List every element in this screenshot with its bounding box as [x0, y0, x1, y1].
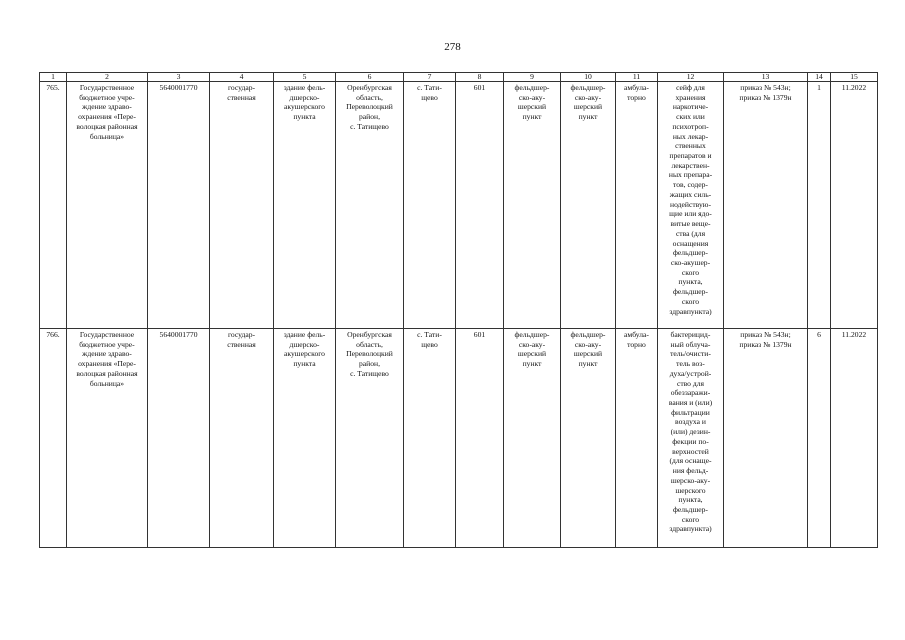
registry-table [39, 72, 878, 548]
order-reference: приказ № 543н; приказ № 1379н [724, 329, 808, 548]
table-row [40, 329, 878, 548]
quantity: 6 [808, 329, 831, 548]
page-number: 278 [444, 41, 461, 53]
column-header: 15 [831, 73, 878, 82]
column-header: 2 [67, 73, 148, 82]
column-header: 7 [404, 73, 456, 82]
column-header: 3 [148, 73, 210, 82]
ownership-form: государ- ственная [210, 82, 274, 329]
row-number: 766. [40, 329, 67, 548]
date: 11.2022 [831, 82, 878, 329]
care-conditions: амбула- торно [616, 329, 658, 548]
address: Оренбургская область, Переволоцкий район, с. Татищево [336, 82, 404, 329]
settlement: с. Тати- щево [404, 82, 456, 329]
unit-subtype: фельдшер- ско-аку- шерский пункт [561, 82, 616, 329]
care-conditions: амбула- торно [616, 82, 658, 329]
address: Оренбургская область, Переволоцкий район, с. Татищево [336, 329, 404, 548]
unit-type: фельдшер- ско-аку- шерский пункт [504, 329, 561, 548]
column-header: 6 [336, 73, 404, 82]
equipment-name: бактерицид- ный облуча- тель/очисти- тель воз- духа/устрой- ство для обеззаражи- вания и (или) фильтрации воздуха и (или) дезин- фекции по- верхностей (для оснаще- ния фельд- шерско-аку- шерского пункта, фельдшер- ского здравпункта) [658, 329, 724, 548]
column-header: 11 [616, 73, 658, 82]
unit-type: фельдшер- ско-аку- шерский пункт [504, 82, 561, 329]
code-number: 601 [456, 329, 504, 548]
order-reference: приказ № 543н; приказ № 1379н [724, 82, 808, 329]
unit-subtype: фельдшер- ско-аку- шерский пункт [561, 329, 616, 548]
settlement: с. Тати- щево [404, 329, 456, 548]
column-header: 1 [40, 73, 67, 82]
column-header: 14 [808, 73, 831, 82]
column-header: 9 [504, 73, 561, 82]
ownership-form: государ- ственная [210, 329, 274, 548]
organization-name: Государственное бюджетное учре- ждение здраво- охранения «Пере- волоцкая районная больница» [67, 329, 148, 548]
date: 11.2022 [831, 329, 878, 548]
building-name: здание фель- дшерско- акушерского пункта [274, 82, 336, 329]
column-header: 4 [210, 73, 274, 82]
equipment-name: сейф для хранения наркотиче- ских или психотроп- ных лекар- ственных препаратов и лекарствен- ных препара- тов, содер- жащих силь- нодействую- щие или ядо- витые веще- ства (для оснащения фельдшер- ско-акушер- ского пункта, фельдшер- ского здравпункта) [658, 82, 724, 329]
table-row [40, 82, 878, 329]
column-header: 12 [658, 73, 724, 82]
organization-name: Государственное бюджетное учре- ждение здраво- охранения «Пере- волоцкая районная больница» [67, 82, 148, 329]
row-number: 765. [40, 82, 67, 329]
organization-code: 5640001770 [148, 329, 210, 548]
quantity: 1 [808, 82, 831, 329]
organization-code: 5640001770 [148, 82, 210, 329]
building-name: здание фель- дшерско- акушерского пункта [274, 329, 336, 548]
column-number-row [40, 73, 878, 82]
column-header: 13 [724, 73, 808, 82]
column-header: 10 [561, 73, 616, 82]
column-header: 8 [456, 73, 504, 82]
code-number: 601 [456, 82, 504, 329]
column-header: 5 [274, 73, 336, 82]
